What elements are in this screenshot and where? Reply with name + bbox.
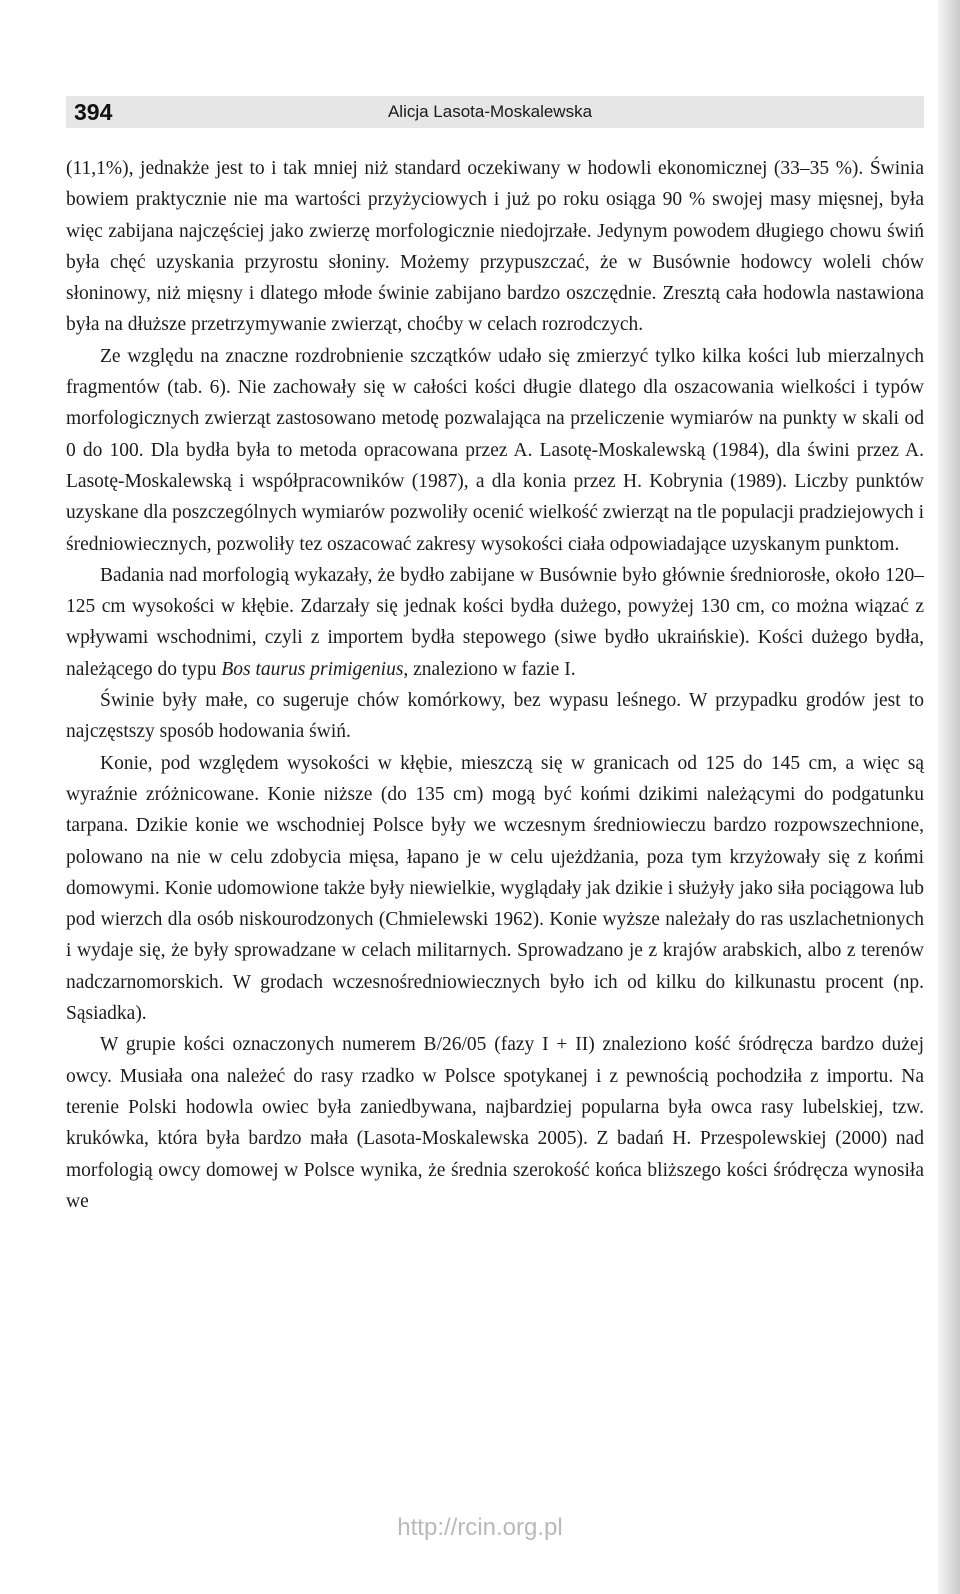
paragraph-3 [66, 560, 924, 685]
paragraph-4: Świnie były małe, co sugeruje chów komórkowy, bez wypasu leśnego. W przypadku grodów jest to najczęstszy sposób hodowania świń. [66, 690, 924, 743]
paragraph-6: W grupie kości oznaczonych numerem B/26/05 (fazy I + II) znaleziono kość śródręcza bardzo dużej owcy. Musiała ona należeć do rasy rzadko w Polsce spotykanej i z pewnością pochodziła z importu. Na terenie Polski hodowla owiec była zaniedbywana, najbardziej popularna była owca rasy lubelskiej, tzw. krukówka, która była bardzo mała (Lasota-Moskalewska 2005). Z badań H. Przespolewskiej (2000) nad morfologią owcy domowej w Polsce wynika, że średnia szerokość końca bliższego kości śródręcza wynosiła we [66, 1034, 924, 1212]
paragraph-3-text-end: , znaleziono w fazie I. [403, 658, 576, 680]
running-head-author: Alicja Lasota-Moskalewska [387, 102, 593, 121]
paragraph-1: (11,1%), jednakże jest to i tak mniej niż standard oczekiwany w hodowli ekonomicznej (33–35 %). Świnia bowiem praktycznie nie ma wartości przyżyciowych i już po roku osiąga 90 % swojej masy mięsnej, była więc zabijana najczęściej jako zwierzę morfologicznie niedojrzałe. Jedynym powodem długiego chowu świń była chęć uzyskania przyrostu słoniny. Możemy przypuszczać, że w Busównie hodowcy woleli chów słoninowy, niż mięsny i dlatego młode świnie zabijano bardzo oszczędnie. Zresztą cała hodowla nastawiona była na dłuższe przetrzymywanie zwierząt, choćby w celach rozrodczych. [66, 158, 924, 336]
paragraph-2: Ze względu na znaczne rozdrobnienie szczątków udało się zmierzyć tylko kilka kości lub mierzalnych fragmentów (tab. 6). Nie zachowały się w całości kości długie dlatego dla oszacowania wielkości i typów morfologicznych zwierząt zastosowano metodę pozwalająca na przeliczenie wymiarów na punkty w skali od 0 do 100. Dla bydła była to metoda opracowana przez A. Lasotę-Moskalewską (1984), dla świni przez A. Lasotę-Moskalewską i współpracowników (1987), a dla konia przez H. Kobrynia (1989). Liczby punktów uzyskane dla poszczególnych wymiarów pozwoliły ocenić wielkość zwierząt na tle populacji pradziejowych i średniowiecznych, pozwoliły tez oszacować zakresy wysokości ciała odpowiadające uzyskanym punktom. [66, 345, 924, 555]
body-text [66, 153, 924, 1217]
page-edge-shadow [938, 0, 960, 1594]
paragraph-5: Konie, pod względem wysokości w kłębie, mieszczą się w granicach od 125 do 145 cm, a więc są wyraźnie zróżnicowane. Konie niższe (do 135 cm) mogą być końmi dzikimi należącymi do podgatunku tarpana. Dzikie konie we wschodniej Polsce były we wczesnym średniowieczu bardzo rozpowszechnione, polowano na nie w celu zdobycia mięsa, łapano je w celu ujeżdżania, poza tym krzyżowały się z końmi domowymi. Konie udomowione także były niewielkie, wyglądały jak dzikie i służyły jako siła pociągowa lub pod wierzch dla osób niskourodzonych (Chmielewski 1962). Konie wyższe należały do ras uszlachetnionych i wydaje się, że były sprowadzane w celach militarnych. Sprowadzano je z krajów arabskich, albo z terenów nadczarnomorskich. W grodach wczesnośredniowiecznych było ich od kilku do kilkunastu procent (np. Sąsiadka). [66, 752, 924, 1025]
species-name: Bos taurus primigenius [221, 658, 404, 680]
source-url-watermark: http://rcin.org.pl [397, 1514, 563, 1541]
page-number: 394 [74, 99, 113, 125]
paragraph-3-text: Badania nad morfologią wykazały, że bydło zabijane w Busównie było głównie średniorosłe, około 120–125 cm wysokości w kłębie. Zdarzały się jednak kości bydła dużego, powyżej 130 cm, co można wiązać z wpływami wschodnimi, czyli z importem bydła stepowego (siwe bydło ukraińskie). Kości dużego bydła, należącego do typu [66, 564, 924, 680]
